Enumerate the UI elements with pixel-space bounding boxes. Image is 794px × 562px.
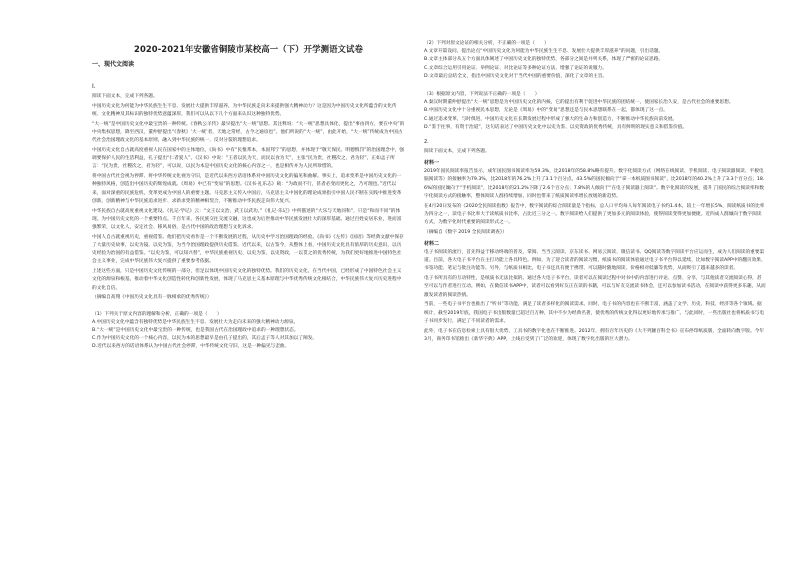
article-paragraph: 中国人自古就重视历史，重视借鉴。他们把历史看作是一个不断发展的过程，从历史中学习治国理政的经验。《尚书》《左传》《国语》等经典文献中保存了大量历史故事，以史为镜、以史为鉴，为当今治国理政提供历史借鉴。近代以来，以古鉴今，从整体上看，中国历史文化具有浓厚的历史意识，以历史经验为治国的有益借鉴。“以史为鉴，可以知兴替”，中华民族重视历史、以史为鉴，以史资政，一以贯之的优秀传统，为我们更好地推进中国特色社会主义事业，完成中华民族伟大复兴提供了重要参考依据。 (92, 234, 404, 265)
part-number: I. (92, 83, 96, 90)
section-title: 一、现代文阅读 (92, 61, 135, 68)
material-paragraph: 在4月20日发布的《2020全民阅读指数》报告中，数字阅读的综合阅读量是个指标，总人口平均每人每年阅读电子书约1.4本，较上一年增长5%，阅读纸质书的比率为四分之一，读电子书比率大于读纸质书比率，占比近三分之一。数字阅读给人们提供了更加多元的阅读体验，使得阅读变得更加便捷。近四成人群倾向于数字阅读方式，为数字化时代重要的阅读形式之一。 (424, 203, 765, 226)
material-paragraph: 2019年国民阅读率报告显示，成年国民图书阅读率为59.3%，比2018年的58.8%略有提升。数字化阅读方式（网络在线阅读、手机阅读、电子阅读器阅读、平板电脑阅读等）的接触率为79.3%，比2018年的76.2%上升了3.1个百分点。43.5%的国民倾向于“拿一本纸质图书阅读”，比2018年的40.2%上升了3.3个百分点；18.6%的国民倾向于“手机阅读”，比2018年的21.2%下降了2.6个百分点；7.8%的人倾向于“在电子阅读器上阅读”。数字化阅读的发展，提升了国民的综合阅读率和数字化阅读方式的接触率，整体阅读人群持续增加，同时也带来了纸质阅读率增长放缓的新趋势。 (424, 169, 765, 199)
material-2-heading: 材料二 (424, 241, 440, 248)
article-source: （摘编自高翔《中国历史文化具有一脉相承的优秀传统》） (92, 295, 212, 301)
question-3: （3）根据原文内容，下列说法不正确的一项是（ ） (424, 92, 540, 98)
question-2-option-d: D.文章最后总结全文，指出中国历史文化对于当代中国的重要价值，深化了文章的主旨。 (424, 73, 608, 79)
question-3-option-c: C.通过追求变革，与时俱进，中国历史文化在长期发展过程中形成了强大的生命力和创造力，不断推动中华民族向前发展。 (424, 116, 678, 122)
question-1-option-b: B.“大一统”是中国历史文化中最宝贵的一种传统，也是我国古代在治国理政中追求的一种理想状态。 (92, 328, 299, 334)
material-paragraph: 此外，电子书在信息检索上具有很大优势，工具书的数字化也在不断推进。2012年，拥有百年历史的《大不列颠百科全书》宣布停印纸质版，全面转向数字版。今年3月，商务印书馆推出《新华字典》APP，上线后受到了广泛的欢迎，体现了数字化出版的巨大潜力。 (424, 328, 765, 342)
right-column (424, 0, 766, 562)
material-source: （摘编自《数字 2019 全民阅读调查》） (424, 229, 507, 235)
question-2-option-c: C.文章综合运用引用论证、举例论证、对比论证等多种论证方法，增强了论证的说服力。 (424, 65, 607, 71)
page-title: 2020-2021年安徽省铜陵市某校高一（下）开学测语文试卷 (134, 44, 363, 54)
question-1: （1）下列关于原文内容的理解和分析，正确的一项是（ ） (92, 311, 222, 317)
question-2: （2）下列对原文论证的相关分析，不正确的一项是（ ） (424, 41, 549, 46)
question-1-option-d: D.近代以来西方的话语体系认为中国古代社会停滞，中华传统文化守旧，这是一种偏见与歪曲。 (92, 344, 290, 350)
material-paragraph: 当前，一些电子书平台也推出了“听书”等功能，满足了读者多样化的阅读需求。同时，电子书的内容也在不断丰富，涵盖了文学、历史、科技、经济等各个领域。据统计，截至2019年底，我国电子书出版数量已超过百万种，其中不少为经典名著，使优秀的传统文化得以更好地传承与推广。与此同时，一些出版社也将纸质书与电子书同步发行，满足了不同读者的需求。 (424, 302, 765, 324)
article-paragraph: 上述这些方面，只是中国历史文化传统的一部分，但足以体现中国历史文化的独特优势。我们的历史文化，在当代中国，已经形成了中国特色社会主义文化的源泉和根基，推动着中华文化创造性转化和创新性发展，体现了马克思主义基本原理与中华优秀传统文化相结合，中华民族伟大复兴历史进程中的文化自信。 (92, 269, 402, 291)
left-column (92, 0, 405, 562)
question-1-option-a: A.中国历史文化中蕴含有独特优势是中华民族生生不息、发展壮大为走向未来的强大精神动力源泉。 (92, 319, 299, 325)
article-paragraph: 中华民族自古就高度重视文化建设。《礼记·学记》云：“文王以文治，武王以武功。”《礼记·乐记》中所描述的“大乐与天地同和”，只是“和而不同”的体现。为中国历史文化的一个重要特点。千百年来，各民族交往交流交融，这也成为后世推动中华民族发展壮大的深厚基础。通过百姓安居乐业，进而富强繁荣，以文化人，安定社会、移风易俗，是古代中国的政治理想与文化诉求。 (92, 208, 402, 231)
material-1-heading: 材料一 (424, 160, 440, 167)
material-paragraph: 电子书阅读的流行，首先得益于移动终端的普及，掌阅、当当云阅读、京东读书、网易云阅读、微信读书、QQ阅读等数字阅读平台应运而生，成为人们阅读的重要渠道。目前，各大电子书平台在主打功能上各具特色。例如，为了迎合读者的阅读习惯，纸质书的阅读体验通过电子书平台得以延续，比如数字阅读APP中的翻页效果、书签功能、笔记与批注功能等。另外，与纸质书相比，电子书还具有便于携带、可以随时随地阅读、价格相对低廉等优势，从而吸引了越来越多的读者。 (424, 250, 766, 272)
question-2-option-b: B.文章主体部分从五个方面具体阐述了中国历史文化的独特优势，各部分之间是并列关系，体现了严密的论证思路。 (424, 57, 664, 63)
article-paragraph: 中国历史文化为何能为中华民族生生不息、发展壮大提供丰厚滋养，为中华民族走向未来提供强大精神动力？这是因为中国历史文化所蕴含的文化传统、文化精神及其标识的独特优势意蕴深厚，我们可以从以下几个方面来认识这种独特优势。 (92, 103, 397, 117)
article-paragraph: “大一统”是中国历史文化中最宝贵的一种传统。《春秋公羊传》最早提出“大一统”思想。其注释说：“大一统”思想具体化，提出“事由四方，要在中央”的中央集权思想，降至西汉，董仲舒提出“《春秋》‘大一统’者，天地之常经，古今之通谊也”。他们所说的“大一统”，由此开始，“大一统”传统成为中国古代社会治国理政文化的基本原则，融入到中华民族的统一、反对分裂的理想追求。 (92, 121, 405, 144)
question-3-option-b: B.中国历史文化中十分重视民本思想，无论是《周易》中的“变易”思想还是与民本思想联系在一起，都体现了这一点。 (424, 108, 668, 114)
question-2-option-a: A.文章开篇设问，提出论点“中国历史文化为何能为中华民族生生不息、发展壮大提供丰厚滋养”的问题，引出话题。 (424, 49, 664, 55)
question-1-option-c: C.作为中国历史文化的一个核心内容，以民为本的思想最早是由孔子提出的，其后孟子等人对其加以了阐发。 (92, 336, 318, 342)
article-paragraph: 中国历史文化自古就高度重视人民在国家中的主体地位。《尚书》中有“民惟邦本，本固邦宁”的思想，并体现于“敬天保民、明德慎罚”的治国理念中，强调要保护人民的生活利益，孔子提出“仁者爱人”。《汉书》中说：“王者以民为天，而民以食为天”，主张“民为贵，社稷次之，君为轻”，正如孟子所言：“民为贵，社稷次之，君为轻”，可以说，以民为本是中国历史文化的核心内容之一，也是相传并为人民所珍惜的。 (92, 148, 405, 170)
material-paragraph: 电子书所具有的互动特性，是纸质书无法比拟的。通过各大电子书平台，读者可以在阅读过程中对书中的内容进行评论、点赞、分享，与其他读者交流阅读心得，甚至可以与作者进行互动。例如，在微信读书APP中，读者可以看到好友正在读的书籍，可以与好友交流读书体会，还可以参加读书活动，在阅读中获得更多乐趣，从而激发读者的阅读热情。 (424, 276, 766, 298)
instruction-text-2: 阅读下面文本，完成下列各题。 (424, 149, 490, 155)
question-3-option-a: A.秦汉时期董仲舒提出“大一统”思想是为中国历史文化的内核，它的提出有利于促进中华民族的团结统一，使国家长治久安，是古代社会的重要思想。 (424, 100, 734, 106)
article-paragraph: 将中国古代社会视为停滞、将中华传统文化视为守旧，是近代以来西方话语体系对中国历史文化的偏见和曲解。事实上，追求变革是中国历史文化的一种独特风格，创造出中国历史的辉煌成就。《周易》中已有“变易”的思想。《汉书·礼乐志》载：“为政而不行，甚者必变而更化之，乃可理也。”近代以来，面对深重的民族危机，变革更成为中国人的重要主题。马克思主义传入中国后，马克思主义中国化的理论成果指引中国人民不断在实践中推进变革创新，创新精神与中华民族追求进步、求新求变的精神相契合，不断推动中华民族走向伟大复兴。 (92, 174, 402, 204)
question-3-option-d: D.“鉴于往事，有资于治道”，这句话表达了中国历史文化中以史为鉴、以史资政的优秀传统，具有鲜明的现实意义和借鉴价值。 (424, 124, 688, 130)
part-number-2: 2. (424, 139, 429, 146)
instruction-text: 阅读下面文本，完成下列各题。 (92, 94, 158, 99)
